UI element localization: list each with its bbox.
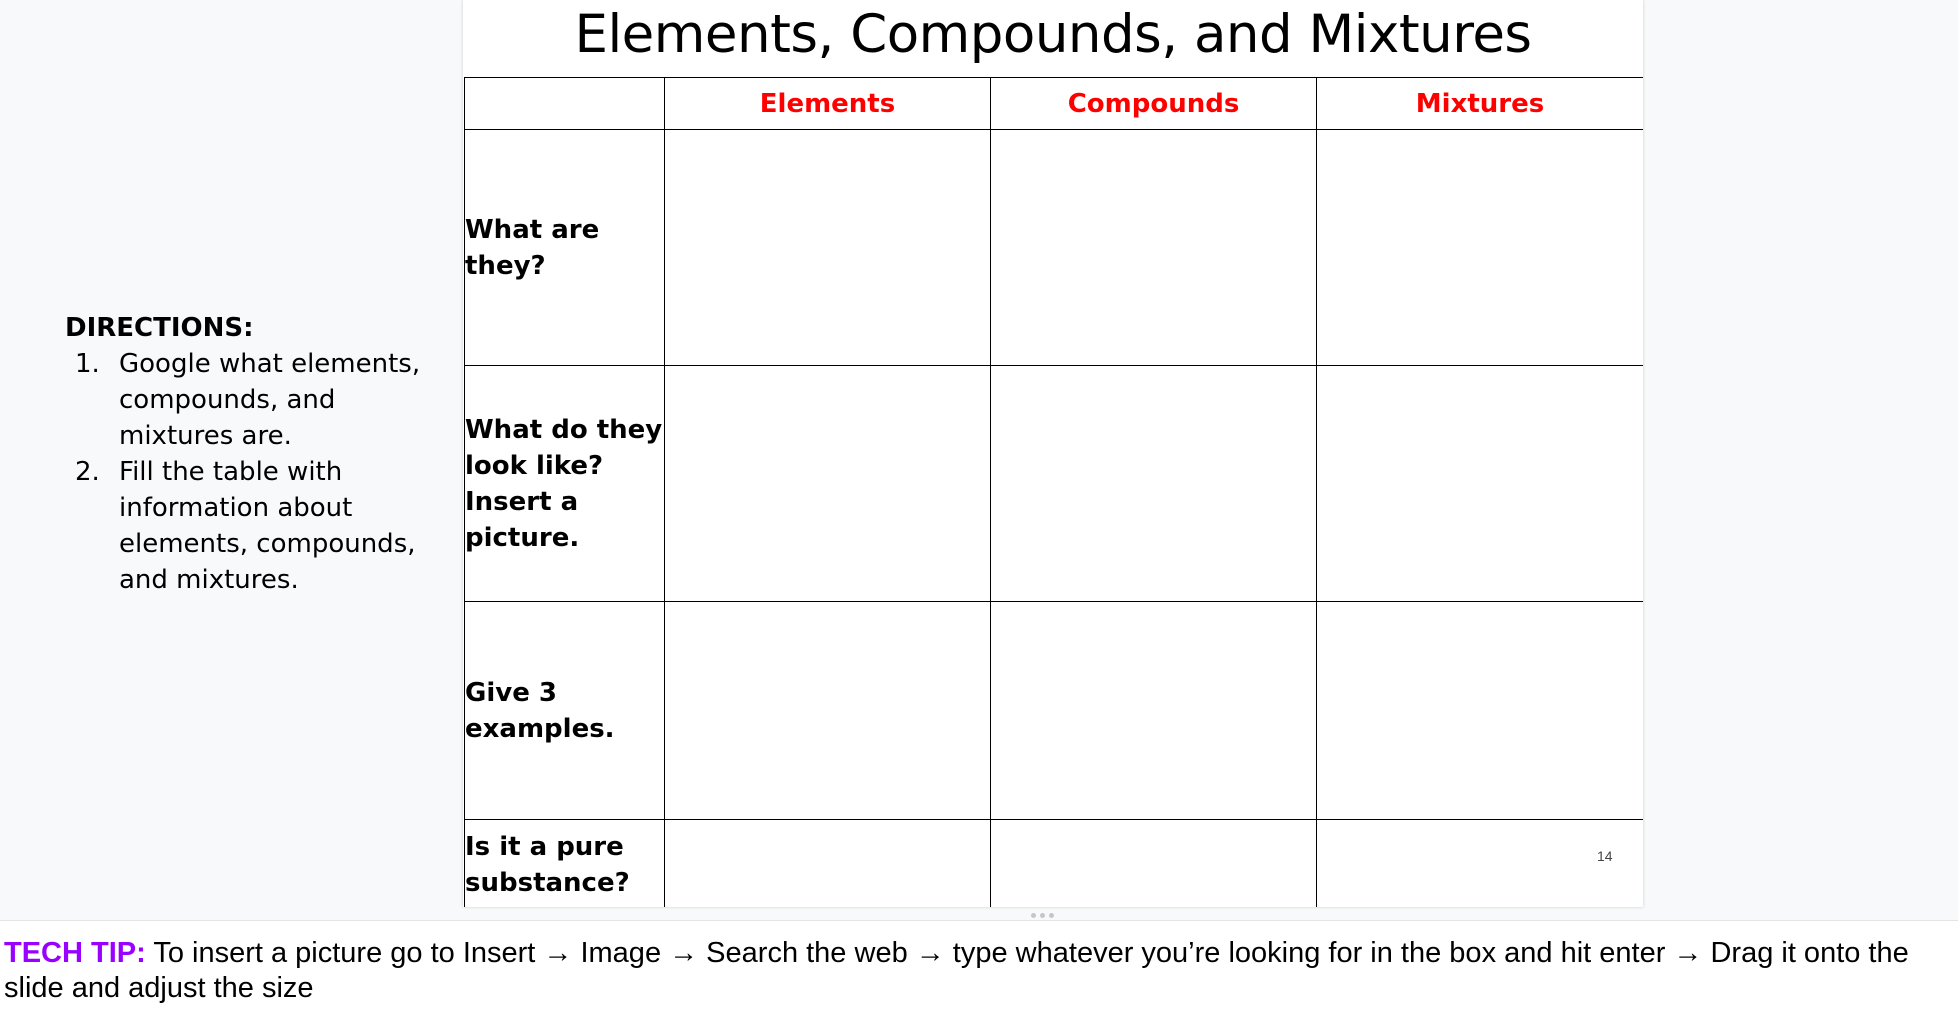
- table-row: [465, 602, 1644, 820]
- table-cell[interactable]: [665, 820, 991, 908]
- column-header-compounds[interactable]: Compounds: [991, 78, 1317, 130]
- table-cell[interactable]: [1317, 130, 1644, 366]
- table-header-row: [465, 78, 1644, 130]
- table-cell[interactable]: [665, 602, 991, 820]
- slide-page-number: 14: [1597, 848, 1613, 864]
- table-corner-cell[interactable]: [465, 78, 665, 130]
- row-header-line: What do they: [465, 414, 663, 445]
- directions-item-line: information about: [119, 493, 353, 523]
- table-row: [465, 820, 1644, 908]
- table-cell[interactable]: [991, 130, 1317, 366]
- slide-title[interactable]: Elements, Compounds, and Mixtures: [574, 4, 1532, 65]
- directions-item-line: Fill the table with: [119, 457, 343, 487]
- drag-dot-icon: [1031, 913, 1036, 918]
- row-header-what-are-they[interactable]: [465, 130, 665, 366]
- column-header-elements[interactable]: Elements: [665, 78, 991, 130]
- row-header-line: Give 3: [465, 677, 557, 708]
- table-cell[interactable]: [991, 366, 1317, 602]
- row-header-pure-substance[interactable]: [465, 820, 665, 908]
- drag-dot-icon: [1049, 913, 1054, 918]
- tech-tip-body: To insert a picture go to Insert → Image → Search the web → type whatever you’re looking for in the box and hit enter → Drag it onto the slide and adjust the size: [4, 937, 1909, 1004]
- directions-item-number: 2.: [75, 457, 100, 487]
- slide[interactable]: [463, 0, 1643, 907]
- table-cell[interactable]: [665, 130, 991, 366]
- drag-dot-icon: [1040, 913, 1045, 918]
- row-header-examples[interactable]: [465, 602, 665, 820]
- directions-item-number: 1.: [75, 349, 100, 379]
- directions-item-line: Google what elements,: [119, 349, 421, 379]
- directions-textbox[interactable]: [65, 310, 445, 598]
- notes-resize-handle[interactable]: [1024, 910, 1060, 920]
- directions-item: [65, 346, 445, 454]
- row-header-line: Insert a: [465, 486, 579, 517]
- speaker-notes-panel[interactable]: [0, 920, 1958, 1009]
- row-header-line: look like?: [465, 450, 604, 481]
- table-cell[interactable]: [991, 602, 1317, 820]
- table-row: [465, 130, 1644, 366]
- table-row: [465, 366, 1644, 602]
- directions-heading: DIRECTIONS:: [65, 313, 254, 343]
- directions-item-line: elements, compounds,: [119, 529, 416, 559]
- row-header-line: examples.: [465, 713, 615, 744]
- row-header-line: substance?: [465, 867, 630, 898]
- table-cell[interactable]: [1317, 366, 1644, 602]
- speaker-notes-text[interactable]: [4, 936, 1954, 1006]
- directions-item-line: and mixtures.: [119, 565, 299, 595]
- row-header-look-like[interactable]: [465, 366, 665, 602]
- table-cell[interactable]: [991, 820, 1317, 908]
- row-header-line: picture.: [465, 522, 580, 553]
- column-header-mixtures[interactable]: Mixtures: [1317, 78, 1644, 130]
- directions-item-line: compounds, and: [119, 385, 336, 415]
- table-cell[interactable]: [665, 366, 991, 602]
- directions-item: [65, 454, 445, 598]
- directions-item-line: mixtures are.: [119, 421, 292, 451]
- tech-tip-label: TECH TIP:: [4, 937, 146, 969]
- comparison-table[interactable]: [464, 77, 1643, 907]
- table-cell[interactable]: [1317, 602, 1644, 820]
- directions-list: [65, 346, 445, 598]
- table-cell[interactable]: [1317, 820, 1644, 908]
- row-header-line: Is it a pure: [465, 831, 624, 862]
- row-header-line: What are: [465, 214, 600, 245]
- row-header-line: they?: [465, 250, 546, 281]
